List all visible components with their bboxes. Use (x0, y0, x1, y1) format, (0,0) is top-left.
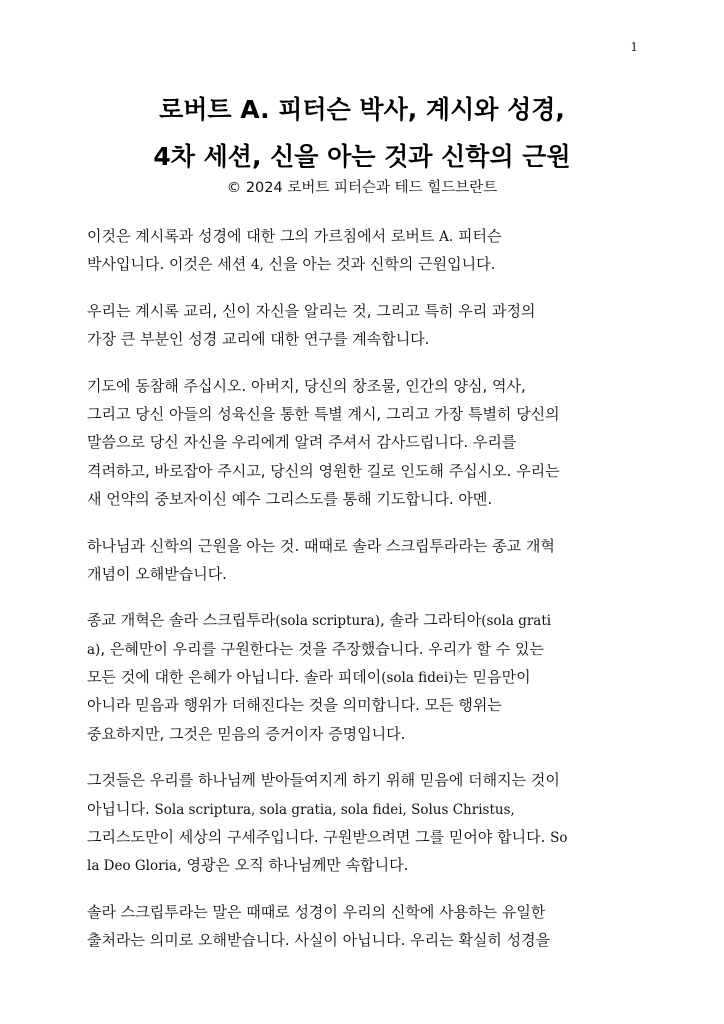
text-line (87, 560, 647, 588)
text-segment: , 영광은 오직 하나님께만 속합니다. (176, 856, 409, 875)
paragraph (87, 222, 647, 279)
title-line-2: 4차 세션, 신을 아는 것과 신학의 근원 (153, 142, 571, 171)
latin-text-segment: (sola grati (481, 613, 552, 630)
text-segment: 말씀으로 당신 자신을 우리에게 알려 주셔서 감사드립니다. 우리를 (87, 433, 517, 452)
text-segment: 종교 개혁은 솔라 스크립투라 (87, 611, 276, 630)
text-segment: 출처라는 의미로 오해받습니다. 사실이 아닙니다. 우리는 확실히 성경을 (87, 931, 551, 950)
text-line (87, 297, 647, 325)
text-segment: 그리고 당신 아들의 성육신을 통한 특별 계시, 그리고 가장 특별히 당신의 (87, 404, 560, 423)
text-segment: 신을 아는 것과 신학의 근원입니다. (263, 255, 496, 274)
latin-text-segment: (sola fidei) (381, 670, 454, 687)
latin-text-segment: So (550, 830, 568, 847)
title-line-1: 로버트 A. 피터슨 박사, 계시와 성경, (159, 95, 565, 124)
document-title (0, 86, 724, 180)
text-line (87, 250, 647, 278)
text-line (87, 851, 647, 879)
text-segment: 새 언약의 중보자이신 예수 그리스도를 통해 기도합니다. 아멘. (87, 490, 493, 509)
text-line (87, 823, 647, 851)
latin-text-segment: a) (87, 641, 101, 658)
text-line (87, 428, 647, 456)
text-segment: 격려하고, 바로잡아 주시고, 당신의 영원한 길로 인도해 주십시오. 우리는 (87, 461, 560, 480)
paragraph (87, 606, 647, 748)
paragraph (87, 766, 647, 880)
text-line (87, 372, 647, 400)
text-segment: 박사입니다. 이것은 세션 (87, 255, 251, 274)
text-segment: 중요하지만, 그것은 믿음의 증거이자 증명입니다. (87, 724, 406, 743)
text-line (87, 795, 647, 823)
text-segment: 개념이 오해받습니다. (87, 564, 227, 583)
text-line (87, 898, 647, 926)
text-segment: 는 믿음만이 (453, 668, 531, 687)
document-body (87, 222, 647, 973)
paragraph (87, 532, 647, 589)
text-line (87, 766, 647, 794)
text-line (87, 926, 647, 954)
text-segment: 가장 큰 부분인 성경 교리에 대한 연구를 계속합니다. (87, 330, 430, 349)
text-line (87, 400, 647, 428)
text-segment: 모든 것에 대한 은혜가 아닙니다. 솔라 피데이 (87, 668, 382, 687)
paragraph (87, 372, 647, 514)
text-line (87, 635, 647, 663)
text-line (87, 691, 647, 719)
text-segment: 하나님과 신학의 근원을 아는 것. 때때로 솔라 스크립투라라는 종교 개혁 (87, 536, 555, 555)
text-line (87, 606, 647, 634)
text-line (87, 720, 647, 748)
latin-text-segment: A. (439, 229, 454, 245)
text-line (87, 222, 647, 250)
page-number: 1 (630, 40, 638, 54)
text-segment: 기도에 동참해 주십시오. 아버지, 당신의 창조물, 인간의 양심, 역사, (87, 376, 526, 395)
text-segment: 우리는 계시록 교리, 신이 자신을 알리는 것, 그리고 특히 우리 과정의 (87, 301, 536, 320)
text-segment: 아니라 믿음과 행위가 더해진다는 것을 의미합니다. 모든 행위는 (87, 696, 502, 715)
latin-text-segment: la Deo Gloria (87, 858, 177, 875)
text-segment: 그것들은 우리를 하나님께 받아들여지게 하기 위해 믿음에 더해지는 것이 (87, 771, 560, 790)
text-segment: 피터슨 (453, 227, 502, 245)
paragraph (87, 297, 647, 354)
text-line (87, 457, 647, 485)
copyright-notice: © 2024 로버트 피터슨과 테드 힐드브란트 (226, 180, 498, 196)
text-line (87, 325, 647, 353)
text-segment: 아닙니다. (87, 799, 155, 818)
text-line (87, 485, 647, 513)
text-segment: 그리스도만이 세상의 구세주입니다. 구원받으려면 그를 믿어야 합니다. (87, 828, 551, 847)
text-line (87, 532, 647, 560)
text-segment: 솔라 스크립투라는 말은 때때로 성경이 우리의 신학에 사용하는 유일한 (87, 902, 546, 921)
latin-text-segment: (sola scriptura) (275, 613, 380, 630)
text-segment: , 은혜만이 우리를 구원한다는 것을 주장했습니다. 우리가 할 수 있는 (100, 639, 545, 658)
latin-text-segment: 4, (250, 257, 264, 274)
text-line (87, 663, 647, 691)
text-segment: 이것은 계시록과 성경에 대한 그의 가르침에서 로버트 (87, 227, 440, 245)
text-segment: , 솔라 그라티아 (379, 611, 482, 630)
paragraph (87, 898, 647, 955)
latin-text-segment: Sola scriptura, sola gratia, sola fidei, Solus Christus, (154, 801, 515, 818)
